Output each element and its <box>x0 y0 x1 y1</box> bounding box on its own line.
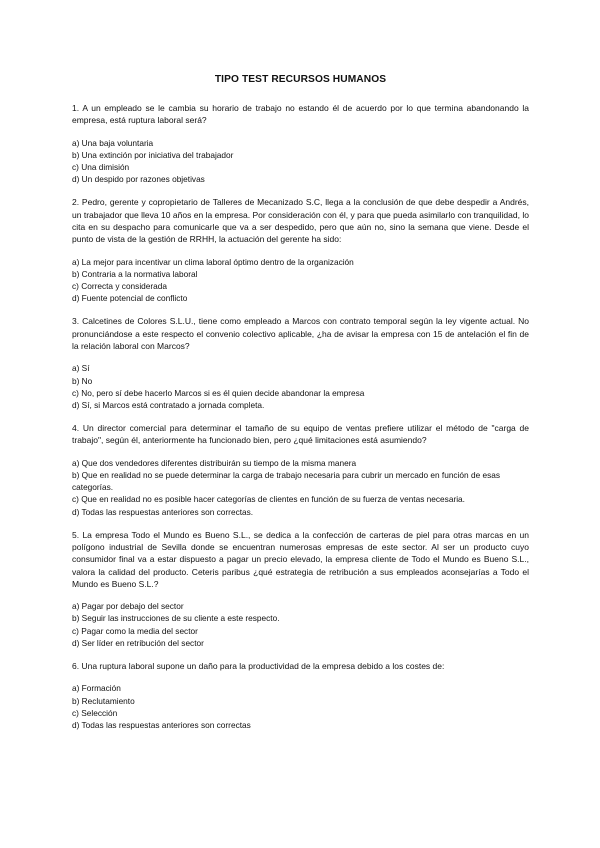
answer-option: a) Formación <box>72 683 121 694</box>
question-text: 3. Calcetines de Colores S.L.U., tiene como empleado a Marcos con contrato temporal según la ley vigente actual. No pronunciándose a este respecto el convenio colectivo aplicable, ¿ha de avisar la empresa con 15 de antelación el fin de la relación laboral con Marcos? <box>72 316 529 351</box>
question-block-6 <box>72 660 529 731</box>
answer-option: a) La mejor para incentivar un clima laboral óptimo dentro de la organización <box>72 256 354 267</box>
question-block-5 <box>72 529 529 649</box>
question-text: 4. Un director comercial para determinar el tamaño de su equipo de ventas prefiere utilizar el método de "carga de trabajo", según él, anteriormente ha funcionado bien, pero ¿qué limitaciones está asumiendo? <box>72 423 529 446</box>
answer-option: a) Que dos vendedores diferentes distribuirán su tiempo de la misma manera <box>72 457 357 468</box>
answer-options <box>72 137 529 186</box>
answer-option: b) Contraria a la normativa laboral <box>72 268 198 279</box>
answer-option: b) Seguir las instrucciones de su cliente a este respecto. <box>72 613 280 624</box>
answer-options <box>72 362 529 411</box>
document-page <box>72 74 529 742</box>
answer-options <box>72 600 529 649</box>
document-title: TIPO TEST RECURSOS HUMANOS <box>214 74 387 85</box>
question-text: 6. Una ruptura laboral supone un daño para la productividad de la empresa debido a los costes de: <box>72 661 445 672</box>
answer-option: c) Pagar como la media del sector <box>72 625 198 636</box>
answer-option: b) Una extinción por iniciativa del trabajador <box>72 149 234 160</box>
answer-options <box>72 682 529 731</box>
answer-option: d) Fuente potencial de conflicto <box>72 293 188 304</box>
answer-option: c) No, pero sí debe hacerlo Marcos si es él quien decide abandonar la empresa <box>72 387 365 398</box>
answer-options <box>72 457 529 518</box>
question-block-3 <box>72 315 529 411</box>
answer-option: a) Una baja voluntaria <box>72 137 154 148</box>
answer-option: d) Un despido por razones objetivas <box>72 174 205 185</box>
answer-option: b) No <box>72 375 93 386</box>
answer-option: a) Sí <box>72 363 90 374</box>
question-text: 5. La empresa Todo el Mundo es Bueno S.L., se dedica a la confección de carteras de piel para otras marcas en un polígono industrial de Sevilla donde se encuentran numerosas empresas de este sector. Al ser un producto cuyo consumidor final va a estar dispuesto a pagar un precio elevado, la empresa cliente de Todo el Mundo es Bueno S.L., valora la calidad del producto. Ceteris paribus ¿qué estrategia de retribución a sus empleados aconsejarías a Todo el Mundo es Bueno S.L.? <box>72 529 529 589</box>
question-block-4 <box>72 422 529 518</box>
answer-options <box>72 256 529 305</box>
answer-option: a) Pagar por debajo del sector <box>72 601 184 612</box>
answer-option: d) Todas las respuestas anteriores son correctas. <box>72 506 254 517</box>
answer-option: c) Una dimisión <box>72 162 130 172</box>
answer-option: b) Reclutamiento <box>72 695 135 706</box>
answer-option: d) Ser líder en retribución del sector <box>72 637 204 648</box>
answer-option: d) Todas las respuestas anteriores son correctas <box>72 719 251 730</box>
answer-option: c) Que en realidad no es posible hacer categorías de clientes en función de su fuerza de ventas necesaria. <box>72 494 465 505</box>
question-text: 1. A un empleado se le cambia su horario de trabajo no estando él de acuerdo por lo que termina abandonando la empresa, está ruptura laboral será? <box>72 103 529 126</box>
question-block-2 <box>72 196 529 304</box>
answer-option: b) Que en realidad no se puede determinar la carga de trabajo necesaria para cubrir un mercado en función de esas categorías. <box>72 469 501 493</box>
question-block-1 <box>72 102 529 185</box>
answer-option: c) Selección <box>72 707 118 718</box>
question-text: 2. Pedro, gerente y copropietario de Talleres de Mecanizado S.C, llega a la conclusión de que debe despedir a Andrés, un trabajador que lleva 10 años en la empresa. Por consideración con él, y para que pueda asimilarlo con tranquilidad, lo cita en su despacho para comunicarle que va a ser despedido, pero que aún no, sino la semana que viene. Desde el punto de vista de la gestión de RRHH, la actuación del gerente ha sido: <box>72 197 529 245</box>
answer-option: d) Sí, si Marcos está contratado a jornada completa. <box>72 399 265 410</box>
answer-option: c) Correcta y considerada <box>72 281 167 291</box>
